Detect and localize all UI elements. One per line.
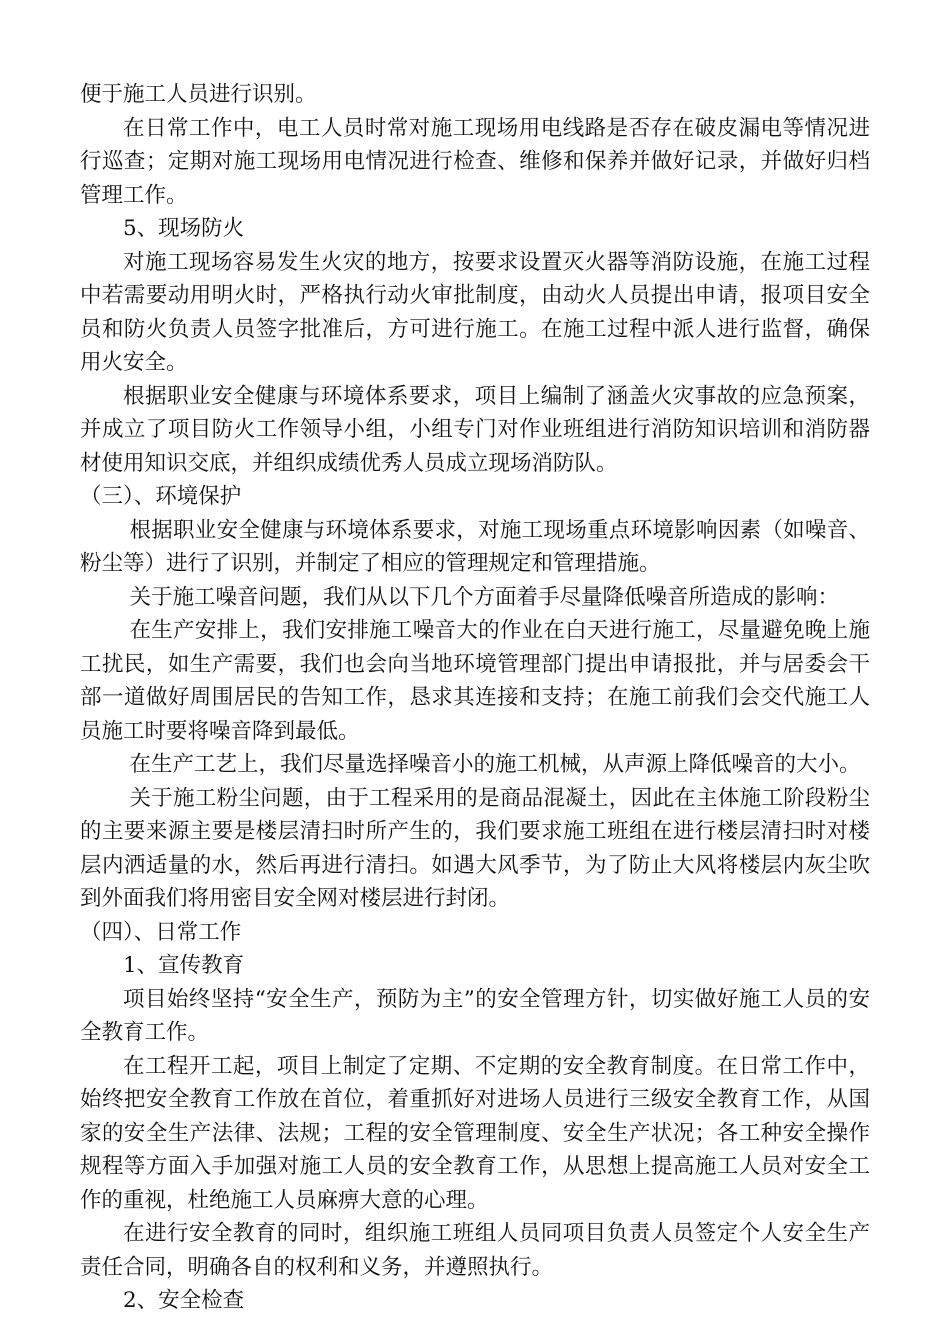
heading-fire-prevention: 5、现场防火 — [123, 216, 245, 241]
paragraph-noise-scheduling: 在生产安排上，我们安排施工噪音大的作业在白天进行施工，尽量避免晚上施工扰民，如生产需要，我们也会向当地环境管理部门提出申请报批，并与居委会干部一道做好周围居民的告知工作，恳求其连接和支持；在施工前我们会交代施工人员施工时要将噪音降到最低。 — [80, 618, 870, 744]
paragraph-dust-control: 关于施工粉尘问题，由于工程采用的是商品混凝土，因此在主体施工阶段粉尘的主要来源主要是楼层清扫时所产生的，我们要求施工班组在进行楼层清扫时对楼层内洒适量的水，然后再进行清扫。如遇大风季节，为了防止大风将楼层内灰尘吹到外面我们将用密目安全网对楼层进行封闭。 — [80, 785, 870, 911]
paragraph-fire-facilities: 对施工现场容易发生火灾的地方，按要求设置灭火器等消防设施，在施工过程中若需要动用明火时，严格执行动火审批制度，由动火人员提出申请，报项目安全员和防火负责人员签字批准后，方可进行施工。在施工过程中派人进行监督，确保用火安全。 — [80, 249, 870, 375]
paragraph-environment-factors: 根据职业安全健康与环境体系要求，对施工现场重点环境影响因素（如噪音、粉尘等）进行了识别，并制定了相应的管理规定和管理措施。 — [80, 517, 870, 576]
paragraph-electrical-inspection: 在日常工作中，电工人员时常对施工现场用电线路是否存在破皮漏电等情况进行巡查；定期对施工现场用电情况进行检查、维修和保养并做好记录，并做好归档管理工作。 — [80, 115, 870, 208]
paragraph-noise-machinery: 在生产工艺上，我们尽量选择噪音小的施工机械，从声源上降低噪音的大小。 — [129, 752, 861, 777]
heading-daily-work: （四）、日常工作 — [80, 919, 242, 945]
heading-environmental-protection: （三）、环境保护 — [80, 484, 242, 509]
paragraph-safety-contract: 在进行安全教育的同时，组织施工班组人员同项目负责人员签定个人安全生产责任合同，明确各自的权利和义务，并遵照执行。 — [80, 1221, 870, 1280]
paragraph-fire-emergency-plan: 根据职业安全健康与环境体系要求，项目上编制了涵盖火灾事故的应急预案，并成立了项目防火工作领导小组，小组专门对作业班组进行消防知识培训和消防器材使用知识交底，并组织成绩优秀人员成立现场消防队。 — [80, 383, 870, 476]
paragraph-continuation: 便于施工人员进行识别。 — [80, 82, 317, 107]
heading-safety-inspection: 2、安全检查 — [123, 1288, 245, 1313]
document-page — [80, 78, 870, 1318]
paragraph-safety-education-system: 在工程开工起，项目上制定了定期、不定期的安全教育制度。在日常工作中，始终把安全教育工作放在首位，着重抓好对进场人员进行三级安全教育工作，从国家的安全生产法律、法规；工程的安全管理制度、安全生产状况；各工种安全操作规程等方面入手加强对施工人员的安全教育工作，从思想上提高施工人员对安全工作的重视，杜绝施工人员麻痹大意的心理。 — [80, 1053, 870, 1213]
paragraph-noise-intro: 关于施工噪音问题，我们从以下几个方面着手尽量降低噪音所造成的影响： — [129, 584, 839, 610]
heading-publicity-education: 1、宣传教育 — [123, 953, 245, 978]
paragraph-safety-policy: 项目始终坚持“安全生产，预防为主”的安全管理方针，切实做好施工人员的安全教育工作。 — [80, 986, 870, 1045]
